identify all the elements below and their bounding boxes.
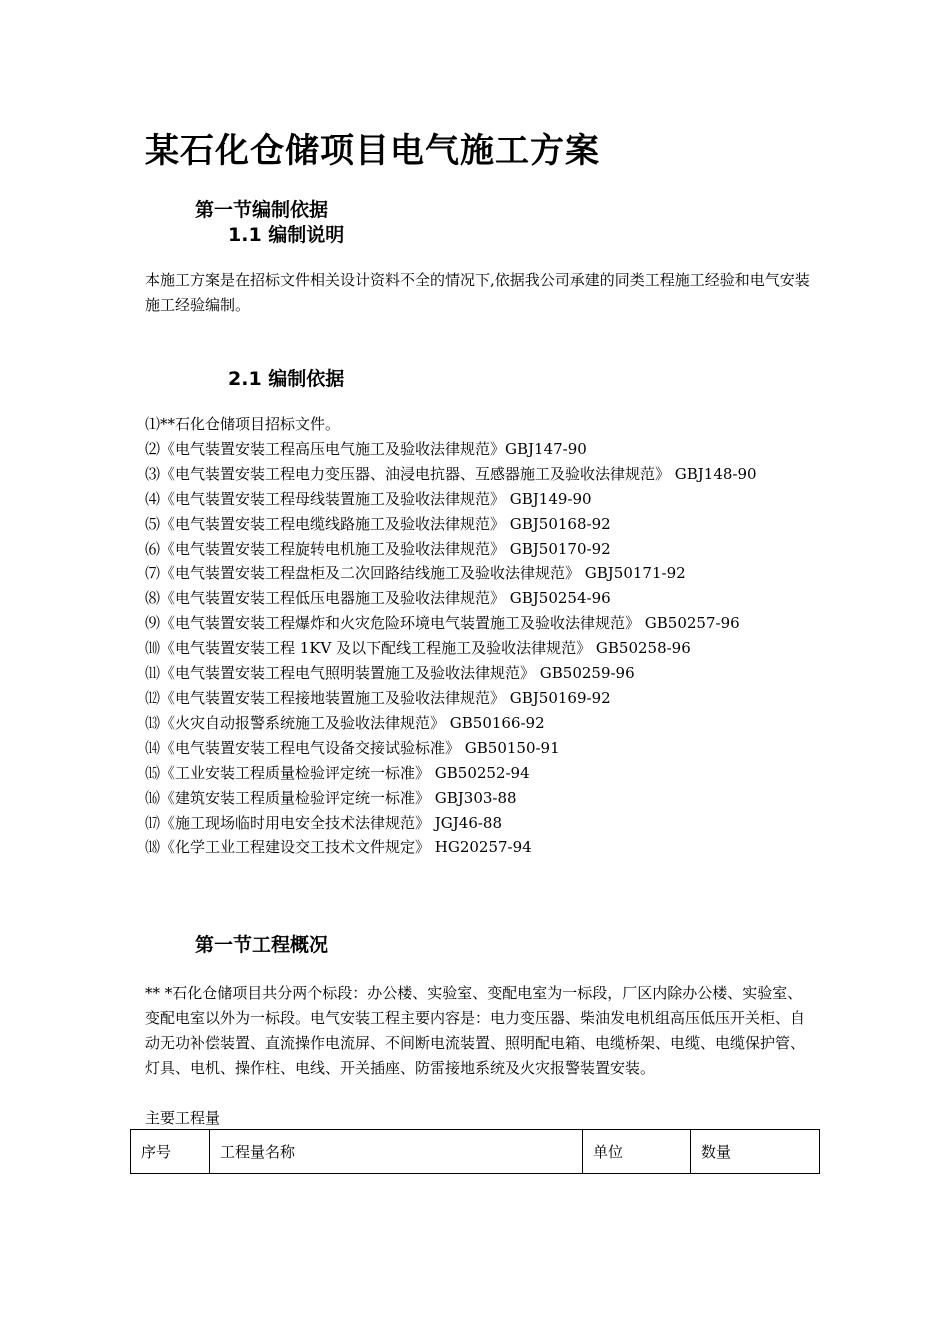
table-caption: 主要工程量 [145, 1109, 221, 1127]
subsection-heading-description: 1.1 编制说明 [228, 224, 345, 246]
reference-item: ⑴**石化仓储项目招标文件。 [145, 415, 341, 433]
reference-item: ⒄《施工现场临时用电安全技术法律规范》 JGJ46-88 [145, 813, 503, 832]
section-heading-overview: 第一节工程概况 [195, 934, 329, 956]
column-header-unit: 单位 [583, 1130, 691, 1174]
reference-item: ⒁《电气装置安装工程电气设备交接试验标准》 GB50150-91 [145, 738, 560, 757]
column-header-index: 序号 [131, 1130, 210, 1174]
document-title: 某石化仓储项目电气施工方案 [145, 131, 600, 171]
reference-list [145, 412, 815, 860]
reference-item: ⒀《火灾自动报警系统施工及验收法律规范》 GB50166-92 [145, 713, 545, 732]
reference-item: ⒂《工业安装工程质量检验评定统一标准》 GB50252-94 [145, 763, 530, 782]
reference-item: ⑹《电气装置安装工程旋转电机施工及验收法律规范》 GBJ50170-92 [145, 539, 611, 558]
reference-item: ⑺《电气装置安装工程盘柜及二次回路结线施工及验收法律规范》 GBJ50171-92 [145, 564, 686, 583]
reference-item: ⑾《电气装置安装工程电气照明装置施工及验收法律规范》 GB50259-96 [145, 664, 635, 683]
reference-item: ⒃《建筑安装工程质量检验评定统一标准》 GBJ303-88 [145, 788, 517, 807]
subsection-heading-basis: 2.1 编制依据 [228, 368, 345, 390]
reference-item: ⑽《电气装置安装工程 1KV 及以下配线工程施工及验收法律规范》 GB50258-96 [145, 639, 691, 658]
overview-paragraph: ** *石化仓储项目共分两个标段：办公楼、实验室、变配电室为一标段，厂区内除办公楼、实验室、变配电室以外为一标段。电气安装工程主要内容是：电力变压器、柴油发电机组高压低压开关柜、自动无功补偿装置、直流操作电流屏、不间断电流装置、照明配电箱、电缆桥架、电缆、电缆保护管、灯具、电机、操作柱、电线、开关插座、防雷接地系统及火灾报警装置安装。 [145, 984, 806, 1077]
reference-item: ⒅《化学工业工程建设交工技术文件规定》 HG20257-94 [145, 838, 532, 857]
reference-item: ⑻《电气装置安装工程低压电器施工及验收法律规范》 GBJ50254-96 [145, 589, 611, 608]
section-heading-basis: 第一节编制依据 [195, 199, 329, 221]
table-header-row [131, 1130, 820, 1174]
reference-item: ⑸《电气装置安装工程电缆线路施工及验收法律规范》 GBJ50168-92 [145, 514, 611, 533]
column-header-quantity: 数量 [691, 1130, 820, 1174]
reference-item: ⑿《电气装置安装工程接地装置施工及验收法律规范》 GBJ50169-92 [145, 688, 611, 707]
quantity-table [130, 1129, 820, 1174]
reference-item: ⑶《电气装置安装工程电力变压器、油浸电抗器、互感器施工及验收法律规范》 GBJ148-90 [145, 464, 757, 483]
column-header-name: 工程量名称 [210, 1130, 583, 1174]
description-paragraph: 本施工方案是在招标文件相关设计资料不全的情况下,依据我公司承建的同类工程施工经验和电气安装施工经验编制。 [145, 271, 810, 314]
reference-item: ⑼《电气装置安装工程爆炸和火灾危险环境电气装置施工及验收法律规范》 GB50257-96 [145, 614, 740, 633]
reference-item: ⑷《电气装置安装工程母线装置施工及验收法律规范》 GBJ149-90 [145, 489, 592, 508]
reference-item: ⑵《电气装置安装工程高压电气施工及验收法律规范》GBJ147-90 [145, 439, 587, 458]
